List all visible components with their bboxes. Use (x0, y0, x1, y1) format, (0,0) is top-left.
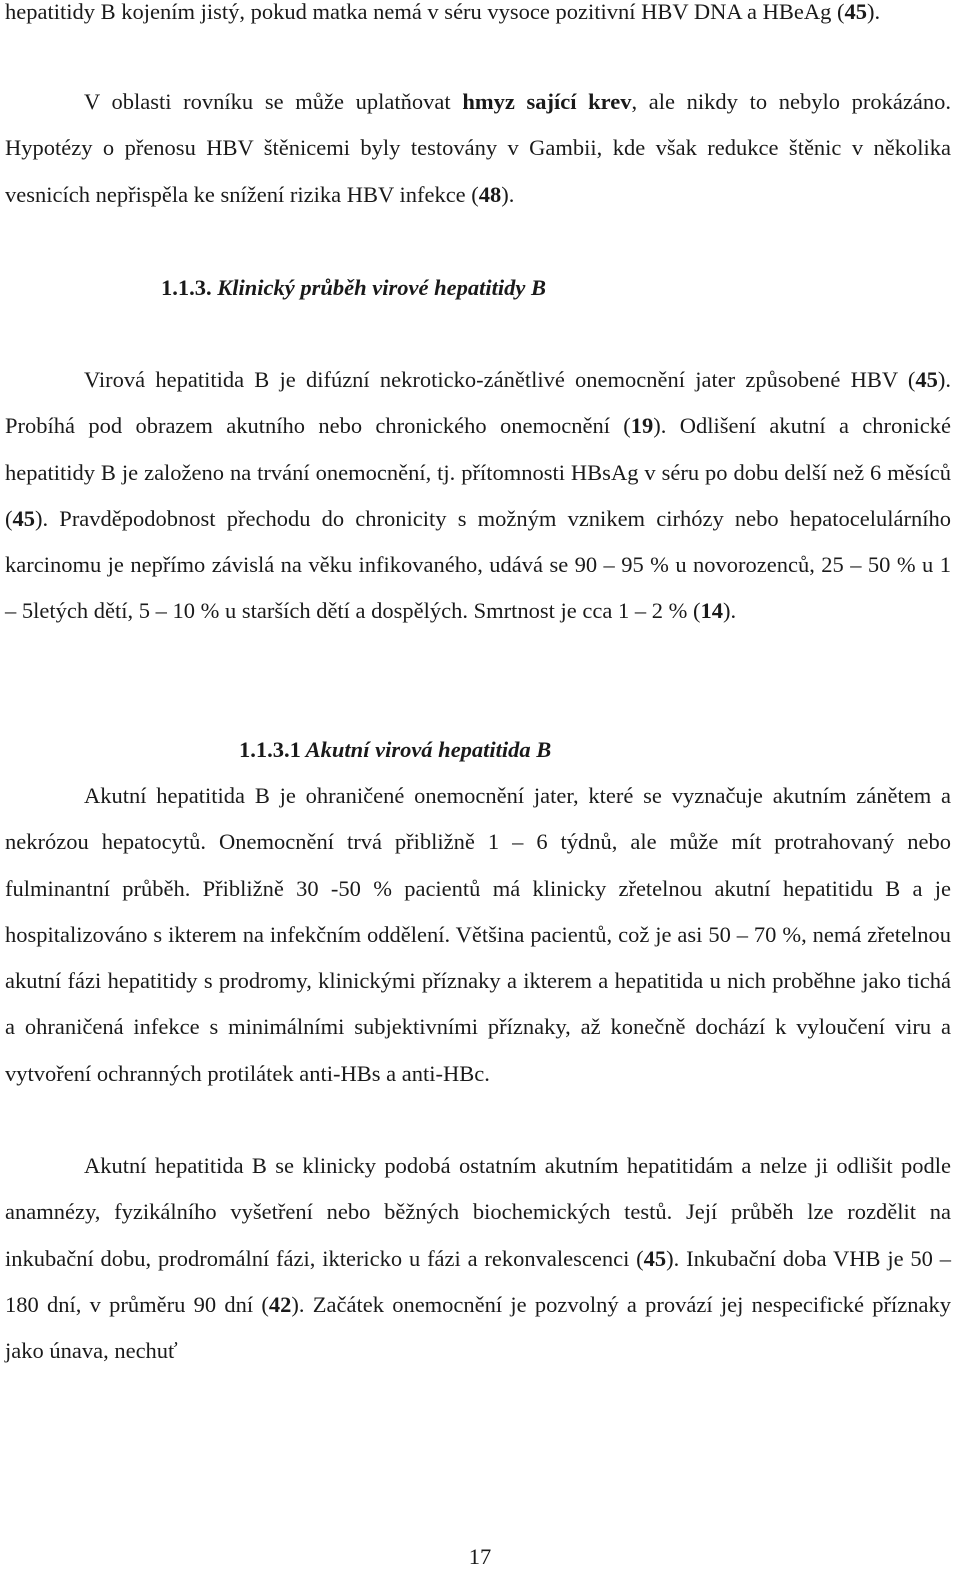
paragraph-acute-hepatitis (5, 773, 951, 1097)
text-run: Akutní hepatitida B se klinicky podobá ostatním akutním hepatitidám a nelze ji odlišit podle anamnézy, fyzikálního vyšetření nebo běžných biochemických testů. Její průběh lze rozdělit na inkubační dobu, prodromální fázi, iktericko u fázi a rekonvalescenci ( (5, 1153, 951, 1271)
text-run: hepatitidy B kojením jistý, pokud matka nemá v séru vysoce pozitivní HBV DNA a HBeAg ( (5, 0, 845, 24)
citation-ref: 45 (844, 0, 867, 24)
bold-term: hmyz sající krev (462, 89, 632, 114)
text-run: ). Inkubační doba VHB je 50 – 180 dní, v průměru 90 dní ( (5, 1245, 951, 1317)
section-number: 1.1.3.1 (239, 737, 301, 762)
citation-ref: 48 (478, 181, 502, 207)
text-run: ). (866, 0, 881, 24)
text-run: ). Začátek onemocnění je pozvolný a provází jej nespecifické příznaky jako únava, nechuť (5, 1291, 952, 1364)
text-run: ). Pravděpodobnost přechodu do chronicity s možným vznikem cirhózy nebo hepatocelulárního karcinomu je nepřímo závislá na věku infikovaného, udává se 90 – 95 % u novorozenců, 25 – 50 % u 1 – 5letých dětí, 5 – 10 % u starších dětí a dospělých. Smrtnost je cca 1 – 2 % ( (5, 505, 951, 624)
text-run: ). (501, 181, 515, 207)
section-heading-clinical-course (161, 273, 546, 303)
paragraph-transmission-end (5, 0, 951, 35)
citation-ref: 14 (700, 598, 723, 624)
text-run: , ale nikdy to nebylo prokázáno. Hypotézy o přenosu HBV štěnicemi byly testovány v Gambii, kde však redukce štěnic v několika vesnicích nepřispěla ke snížení rizika HBV infekce ( (5, 89, 951, 207)
text-run: Akutní hepatitida B je ohraničené onemocnění jater, které se vyznačuje akutním zánětem a nekrózou hepatocytů. Onemocnění trvá přibližně 1 – 6 týdnů, ale může mít protrahovaný nebo fulminantní průběh. Přibližně 30 -50 % pacientů má klinicky zřetelnou akutní hepatitidu B a je hospitalizováno s ikterem na infekčním oddělení. Většina pacientů, což je asi 50 – 70 %, nemá zřetelnou akutní fázi hepatitidy s prodromy, klinickými příznaky a ikterem a hepatitida u nich proběhne jako tichá a ohraničená infekce s minimálními subjektivními příznaky, až konečně dochází k vyloučení viru a vytvoření ochranných protilátek anti-HBs a anti-HBc. (5, 783, 951, 1086)
text-run: ). Probíhá pod obrazem akutního nebo chronického onemocnění ( (5, 367, 951, 439)
citation-ref: 42 (268, 1291, 292, 1317)
paragraph-insect-transmission (5, 79, 951, 218)
citation-ref: 19 (630, 413, 654, 439)
text-run: ). (722, 598, 737, 624)
section-title: Akutní virová hepatitida B (300, 737, 552, 762)
section-number: 1.1.3. (161, 275, 212, 300)
section-heading-acute-hepatitis (239, 735, 551, 765)
citation-ref: 45 (643, 1245, 667, 1271)
section-title: Klinický průběh virové hepatitidy B (211, 275, 546, 300)
paragraph-clinical-course (5, 357, 951, 635)
citation-ref: 45 (12, 505, 35, 531)
text-run: V oblasti rovníku se může uplatňovat (84, 89, 463, 114)
text-run: ). Odlišení akutní a chronické hepatitidy B je založeno na trvání onemocnění, tj. přítomnosti HBsAg v séru po dobu delší než 6 měsíců ( (5, 413, 951, 531)
paragraph-acute-hepatitis-course (5, 1143, 951, 1374)
citation-ref: 45 (915, 367, 938, 392)
text-run: Virová hepatitida B je difúzní nekroticko-zánětlivé onemocnění jater způsobené HBV ( (84, 367, 916, 392)
page-number: 17 (468, 1544, 492, 1569)
